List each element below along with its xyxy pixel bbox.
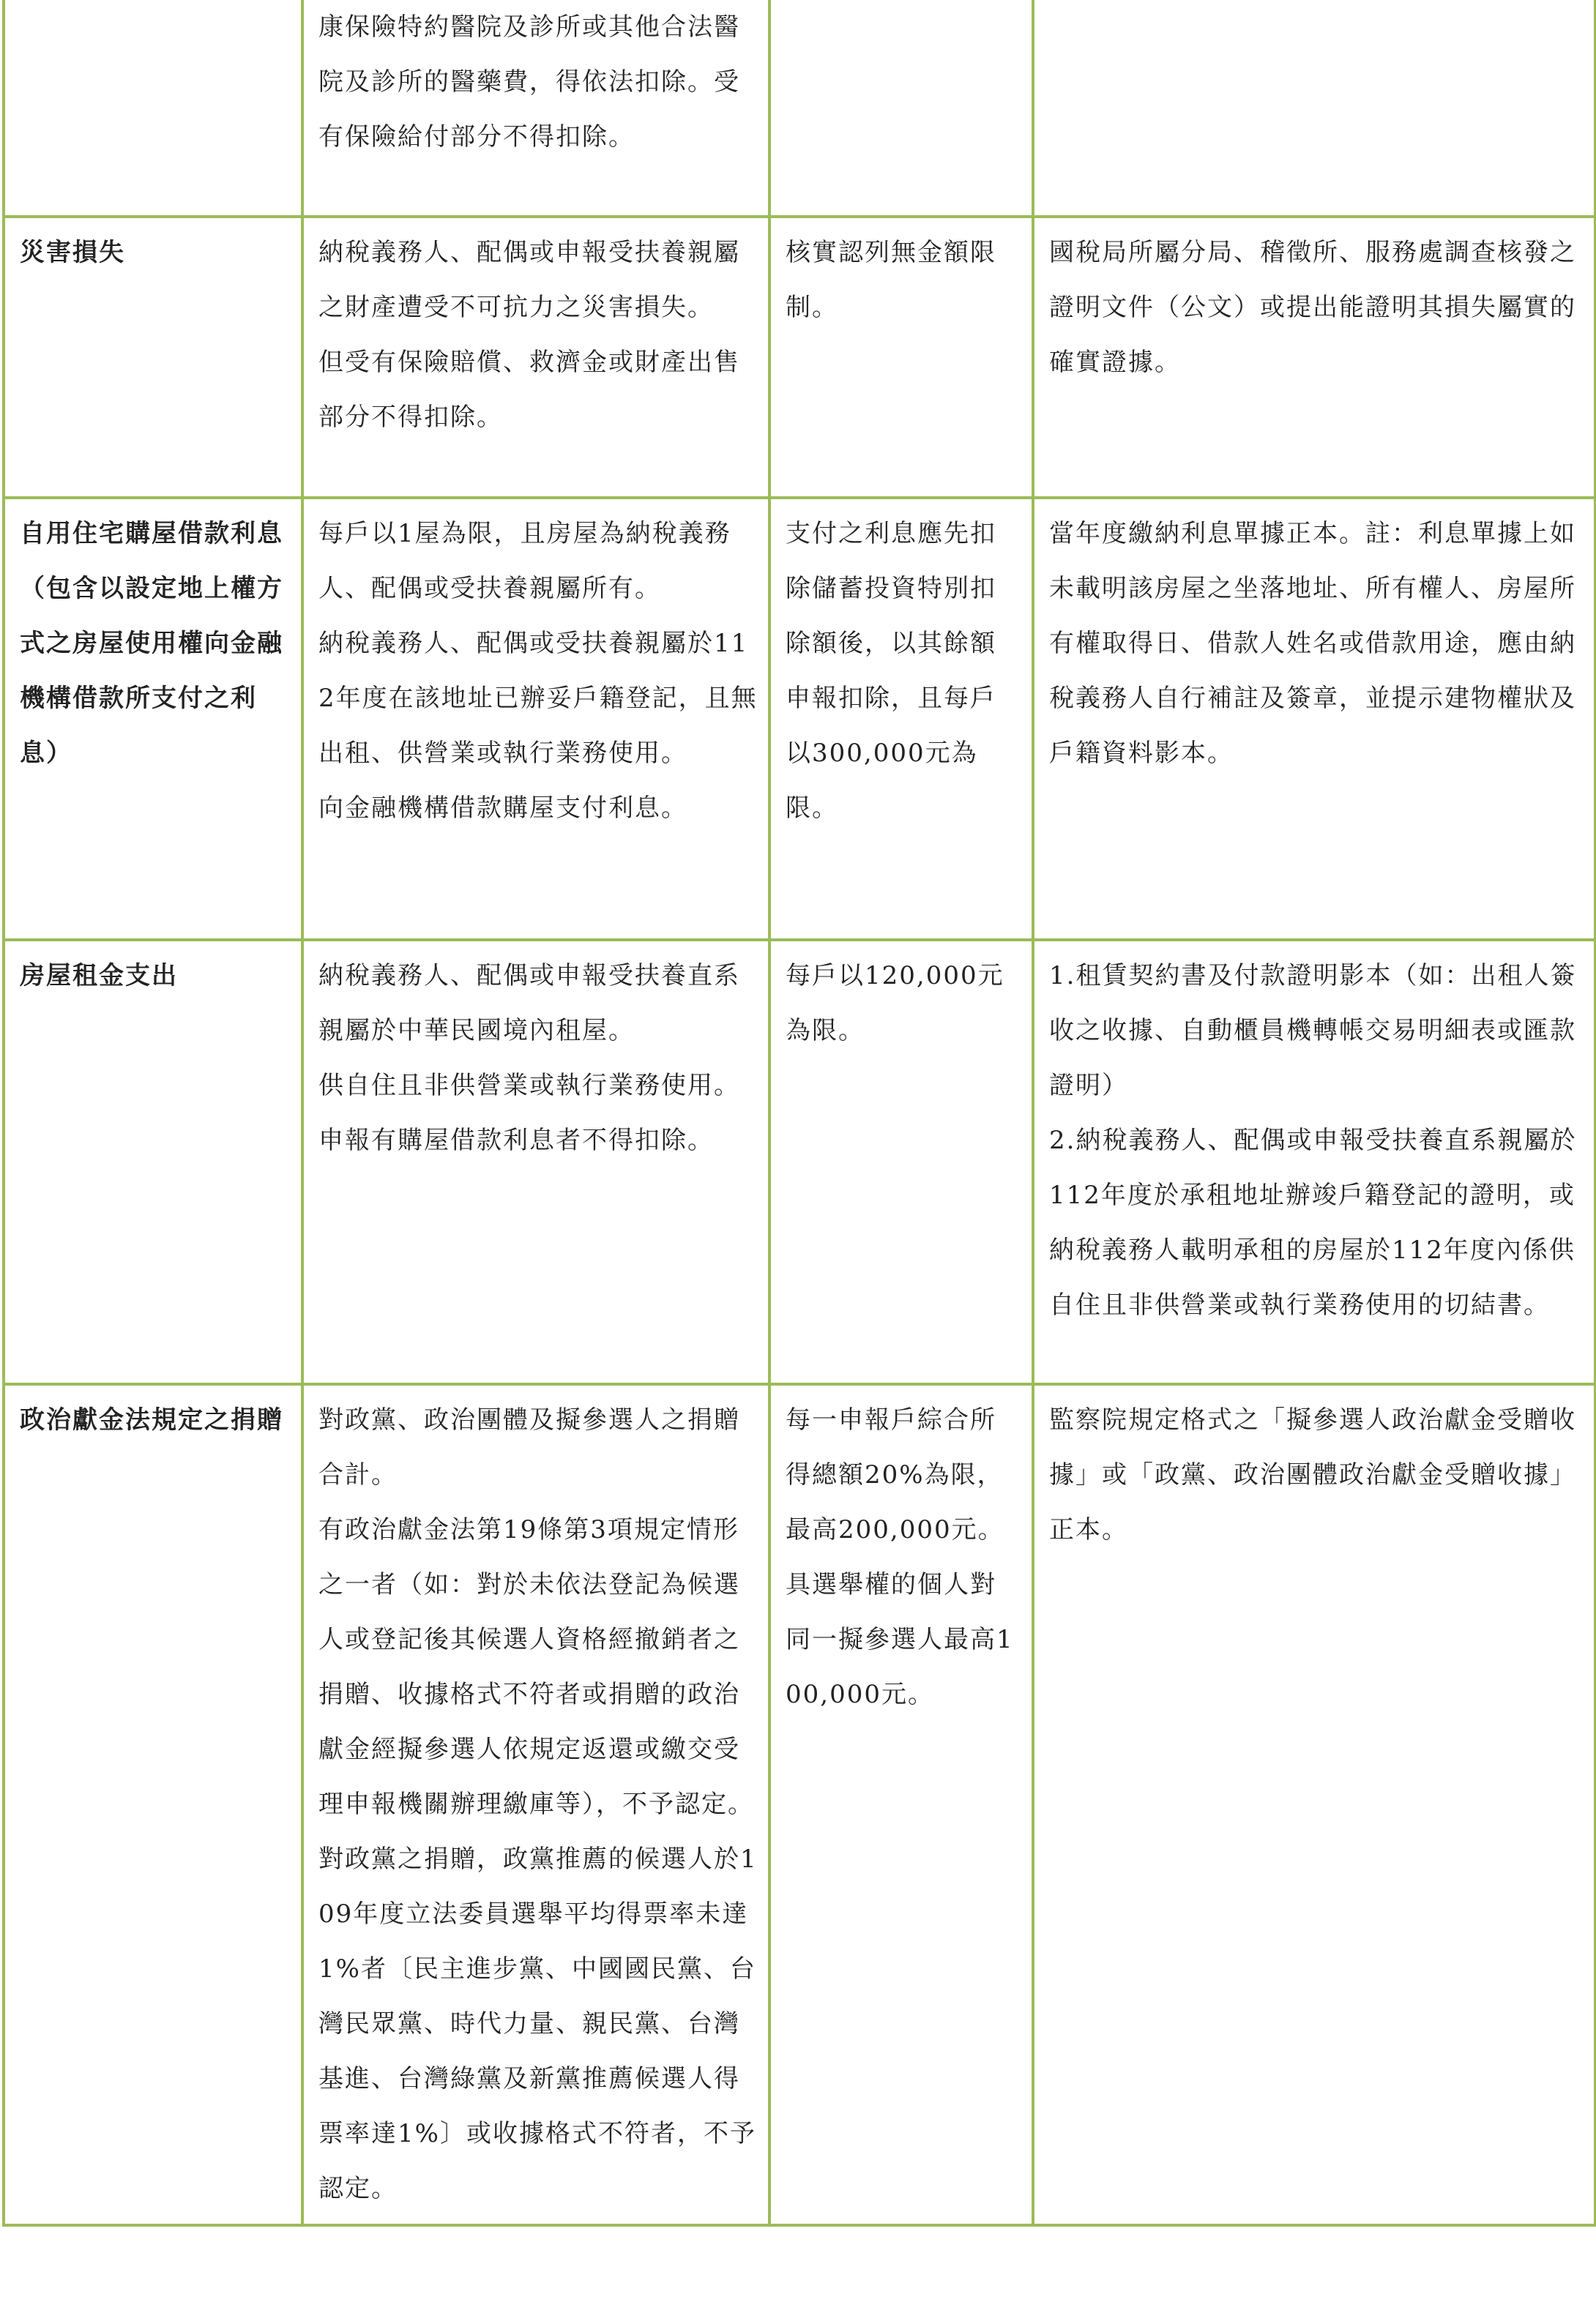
item-cell: [4, 498, 302, 940]
condition-text: 每戶以1屋為限，且房屋為納稅義務人、配偶或受扶養親屬所有。: [318, 519, 731, 603]
document-text: 當年度繳納利息單據正本。註：利息單據上如未載明該房屋之坐落地址、所有權人、房屋所有權取得日、借款人姓名或借款用途，應由納稅義務人自行補註及簽章，並提示建物權狀及戶籍資料影本。: [1049, 519, 1576, 768]
documents-cell: [1033, 498, 1595, 940]
limit-cell: [769, 217, 1033, 498]
document-text: 2.納稅義務人、配偶或申報受扶養直系親屬於112年度於承租地址辦竣戶籍登記的證明，或納稅義務人載明承租的房屋於112年度內係供自住且非供營業或執行業務使用的切結書。: [1049, 1126, 1577, 1320]
document-text: 國稅局所屬分局、稽徵所、服務處調查核發之證明文件（公文）或提出能證明其損失屬實的確實證據。: [1049, 238, 1576, 377]
condition-text: 對政黨、政治團體及擬參選人之捐贈合計。: [318, 1405, 740, 1490]
table-row-mortgage-interest: [4, 498, 1595, 940]
conditions-cell: [302, 940, 769, 1384]
item-cell: [4, 217, 302, 498]
condition-text: 申報有購屋借款利息者不得扣除。: [318, 1126, 714, 1155]
conditions-cell: [302, 498, 769, 940]
limit-text: 支付之利息應先扣除儲蓄投資特別扣除額後，以其餘額申報扣除，且每戶以300,000元為限。: [786, 519, 996, 823]
item-title: 災害損失: [20, 238, 125, 267]
documents-cell: [1033, 1384, 1595, 2225]
limit-cell: [769, 940, 1033, 1384]
item-cell: [4, 1384, 302, 2225]
condition-text: 康保險特約醫院及診所或其他合法醫院及診所的醫藥費，得依法扣除。受有保險給付部分不得扣除。: [318, 12, 740, 152]
item-note: （包含以設定地上權方式之房屋使用權向金融機構借款所支付之利息）: [20, 574, 283, 768]
documents-cell: [1033, 0, 1595, 217]
condition-text: 但受有保險賠償、救濟金或財產出售部分不得扣除。: [318, 348, 740, 432]
condition-text: 對政黨之捐贈，政黨推薦的候選人於109年度立法委員選舉平均得票率未達1%者〔民主進步黨、中國國民黨、台灣民眾黨、時代力量、親民黨、台灣基進、台灣綠黨及新黨推薦候選人得票率達1%〕或收據格式不符者，不予認定。: [318, 1845, 758, 2203]
item-title: 房屋租金支出: [20, 961, 178, 990]
condition-text: 納稅義務人、配偶或申報受扶養親屬之財產遭受不可抗力之災害損失。: [318, 238, 740, 322]
table-row-disaster-loss: [4, 217, 1595, 498]
limit-text: 具選舉權的個人對同一擬參選人最高100,000元。: [786, 1570, 1014, 1709]
conditions-cell: [302, 1384, 769, 2225]
condition-text: 向金融機構借款購屋支付利息。: [318, 793, 687, 823]
conditions-cell: [302, 217, 769, 498]
limit-cell: [769, 498, 1033, 940]
condition-text: 納稅義務人、配偶或申報受扶養直系親屬於中華民國境內租屋。: [318, 961, 740, 1045]
limit-text: 核實認列無金額限制。: [786, 238, 996, 322]
table-row-rent-expense: [4, 940, 1595, 1384]
item-cell: [4, 0, 302, 217]
document-text: 監察院規定格式之「擬參選人政治獻金受贈收據」或「政黨、政治團體政治獻金受贈收據」正本。: [1049, 1405, 1576, 1544]
limit-cell: [769, 0, 1033, 217]
document-text: 1.租賃契約書及付款證明影本（如：出租人簽收之收據、自動櫃員機轉帳交易明細表或匯款證明）: [1049, 961, 1577, 1100]
item-cell: [4, 940, 302, 1384]
table-row-continuation: [4, 0, 1595, 217]
item-title: 政治獻金法規定之捐贈: [20, 1405, 283, 1435]
limit-cell: [769, 1384, 1033, 2225]
documents-cell: [1033, 940, 1595, 1384]
limit-text: 每一申報戶綜合所得總額20%為限，最高200,000元。: [786, 1405, 1004, 1544]
condition-text: 供自住且非供營業或執行業務使用。: [318, 1071, 740, 1100]
documents-cell: [1033, 217, 1595, 498]
condition-text: 納稅義務人、配偶或受扶養親屬於112年度在該地址已辦妥戶籍登記，且無出租、供營業或執行業務使用。: [318, 629, 758, 768]
conditions-cell: [302, 0, 769, 217]
deduction-table: [2, 0, 1596, 2227]
item-title: 自用住宅購屋借款利息: [20, 519, 283, 548]
table-row-political-donation: [4, 1384, 1595, 2225]
limit-text: 每戶以120,000元為限。: [786, 961, 1004, 1045]
condition-text: 有政治獻金法第19條第3項規定情形之一者（如：對於未依法登記為候選人或登記後其候選人資格經撤銷者之捐贈、收據格式不符者或捐贈的政治獻金經擬參選人依規定返還或繳交受理申報機關辦理繳庫等），不予認定。: [318, 1515, 754, 1819]
